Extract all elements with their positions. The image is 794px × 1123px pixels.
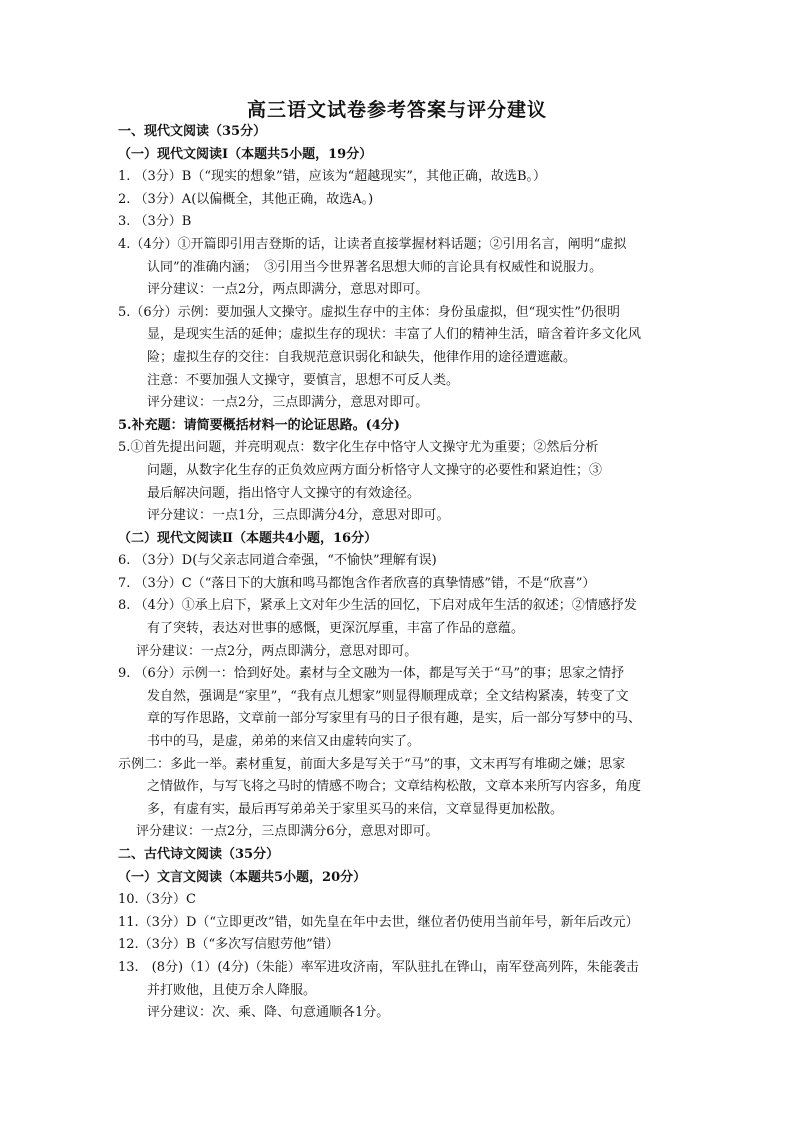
answer-q2: 2. （3分）A(以偏概全，其他正确，故选A。) (118, 191, 374, 207)
subsection-heading-modern-reading-2: （二）现代文阅读Ⅱ（本题共4小题，16分） (118, 530, 378, 546)
scoring-note-q9: 评分建议：一点2分，三点即满分6分，意思对即可。 (136, 824, 439, 840)
answer-q9: 9. （6分）示例一：恰到好处。素材与全文融为一体，都是写关于“马”的事；思家之情抒 (118, 666, 625, 682)
answer-q9-continued: 发自然，强调是“家里”，“我有点儿想家”则显得顺理成章；全文结构紧凑，转变了文 (147, 688, 629, 704)
answer-q9-example-2-continued: 多，有虚有实，最后再写弟弟关于家里买马的来信，文章显得更加松散。 (147, 801, 564, 817)
answer-q9-example-2: 示例二：多此一举。素材重复，前面大多是写关于“马”的事，文末再写有堆砌之嫌；思家 (118, 756, 626, 772)
answer-q12: 12.（3分）B（“多次写信慰劳他”错） (118, 937, 339, 953)
answer-q9-example-2-continued: 之情做作，与写飞将之马时的情感不吻合；文章结构松散，文章本来所写内容多，角度 (147, 779, 642, 795)
supplementary-question-5: 5.补充题：请简要概括材料一的论证思路。(4分) (118, 417, 400, 433)
answer-q11: 11.（3分）D（“立即更改”错，如先皇在年中去世，继位者仍使用当前年号，新年后改元） (118, 914, 639, 930)
answer-q8-continued: 有了突转，表达对世事的感慨，更深沉厚重，丰富了作品的意蕴。 (147, 621, 525, 637)
answer-supplementary-5-continued: 最后解决问题，指出恪守人文操守的有效途径。 (147, 485, 421, 501)
subsection-heading-modern-reading-1: （一）现代文阅读Ⅰ（本题共5小题，19分） (118, 146, 373, 162)
answer-q13: 13. (8分)（1）(4分)（朱能）率军进攻济南，军队驻扎在铧山，南军登高列阵，朱能袭击 (118, 959, 639, 975)
answer-q9-continued: 章的写作思路，文章前一部分写家里有马的日子很有趣，是实，后一部分写梦中的马、 (147, 711, 642, 727)
section-heading-classical-reading: 二、古代诗文阅读（35分） (118, 847, 280, 862)
scoring-note-q5: 评分建议：一点2分，三点即满分，意思对即可。 (147, 395, 429, 411)
answer-q6: 6. （3分）D(与父亲志同道合牵强，“不愉快”理解有误) (118, 553, 437, 569)
answer-q4: 4.（4分）①开篇即引用吉登斯的话，让读者直接掌握材料话题；②引用名言，阐明“虚拟 (118, 236, 627, 252)
answer-supplementary-5: 5.①首先提出问题，并亮明观点：数字化生存中恪守人文操守尤为重要；②然后分析 (118, 440, 599, 456)
answer-q13-continued: 并打败他，且使万余人降服。 (147, 982, 317, 998)
answer-q5-continued: 险；虚拟生存的交往：自我规范意识弱化和缺失，他律作用的途径遭遮蔽。 (147, 349, 577, 365)
section-heading-modern-reading: 一、现代文阅读（35分） (118, 124, 267, 139)
answer-q5-continued: 显，是现实生活的延伸；虚拟生存的现状：丰富了人们的精神生活，暗含着许多文化风 (147, 327, 642, 343)
answer-q1: 1. （3分）B（“现实的想象”错，应该为“超越现实”，其他正确，故选B。） (118, 169, 546, 185)
answer-q3: 3. （3分）B (118, 214, 192, 230)
answer-q5: 5.（6分）示例：要加强人文操守。虚拟生存中的主体：身份虽虚拟，但“现实性”仍很明 (118, 304, 620, 320)
scoring-note-q4: 评分建议：一点2分，两点即满分，意思对即可。 (147, 282, 429, 298)
scoring-note-q13: 评分建议：次、乘、降、句意通顺各1分。 (147, 1005, 390, 1021)
document-body (118, 121, 678, 1025)
answer-q7: 7. （3分）C（“落日下的大旗和鸣马都饱含作者欣喜的真挚情感”错，不是“欣喜”） (118, 575, 596, 591)
answer-q10: 10.（3分）C (118, 892, 196, 908)
document-title: 高三语文试卷参考答案与评分建议 (246, 99, 547, 121)
answer-q4-continued: 认同”的准确内涵； ③引用当今世界著名思想大师的言论具有权威性和说服力。 (147, 259, 603, 275)
subsection-heading-classical-prose: （一）文言文阅读（本题共5小题，20分） (118, 869, 367, 885)
answer-q9-continued: 书中的马，是虚，弟弟的来信又由虚转向实了。 (147, 734, 421, 750)
caution-note-q5: 注意：不要加强人文操守，要慎言，思想不可反人类。 (147, 372, 460, 388)
answer-supplementary-5-continued: 问题，从数字化生存的正负效应两方面分析恪守人文操守的必要性和紧迫性；③ (147, 462, 603, 478)
answer-q8: 8. （4分）①承上启下，紧承上文对年少生活的回忆，下启对成年生活的叙述；②情感抒发 (118, 598, 637, 614)
scoring-note-q8: 评分建议：一点2分，两点即满分，意思对即可。 (136, 643, 418, 659)
scoring-note-supplementary-5: 评分建议：一点1分，三点即满分4分，意思对即可。 (147, 508, 450, 524)
